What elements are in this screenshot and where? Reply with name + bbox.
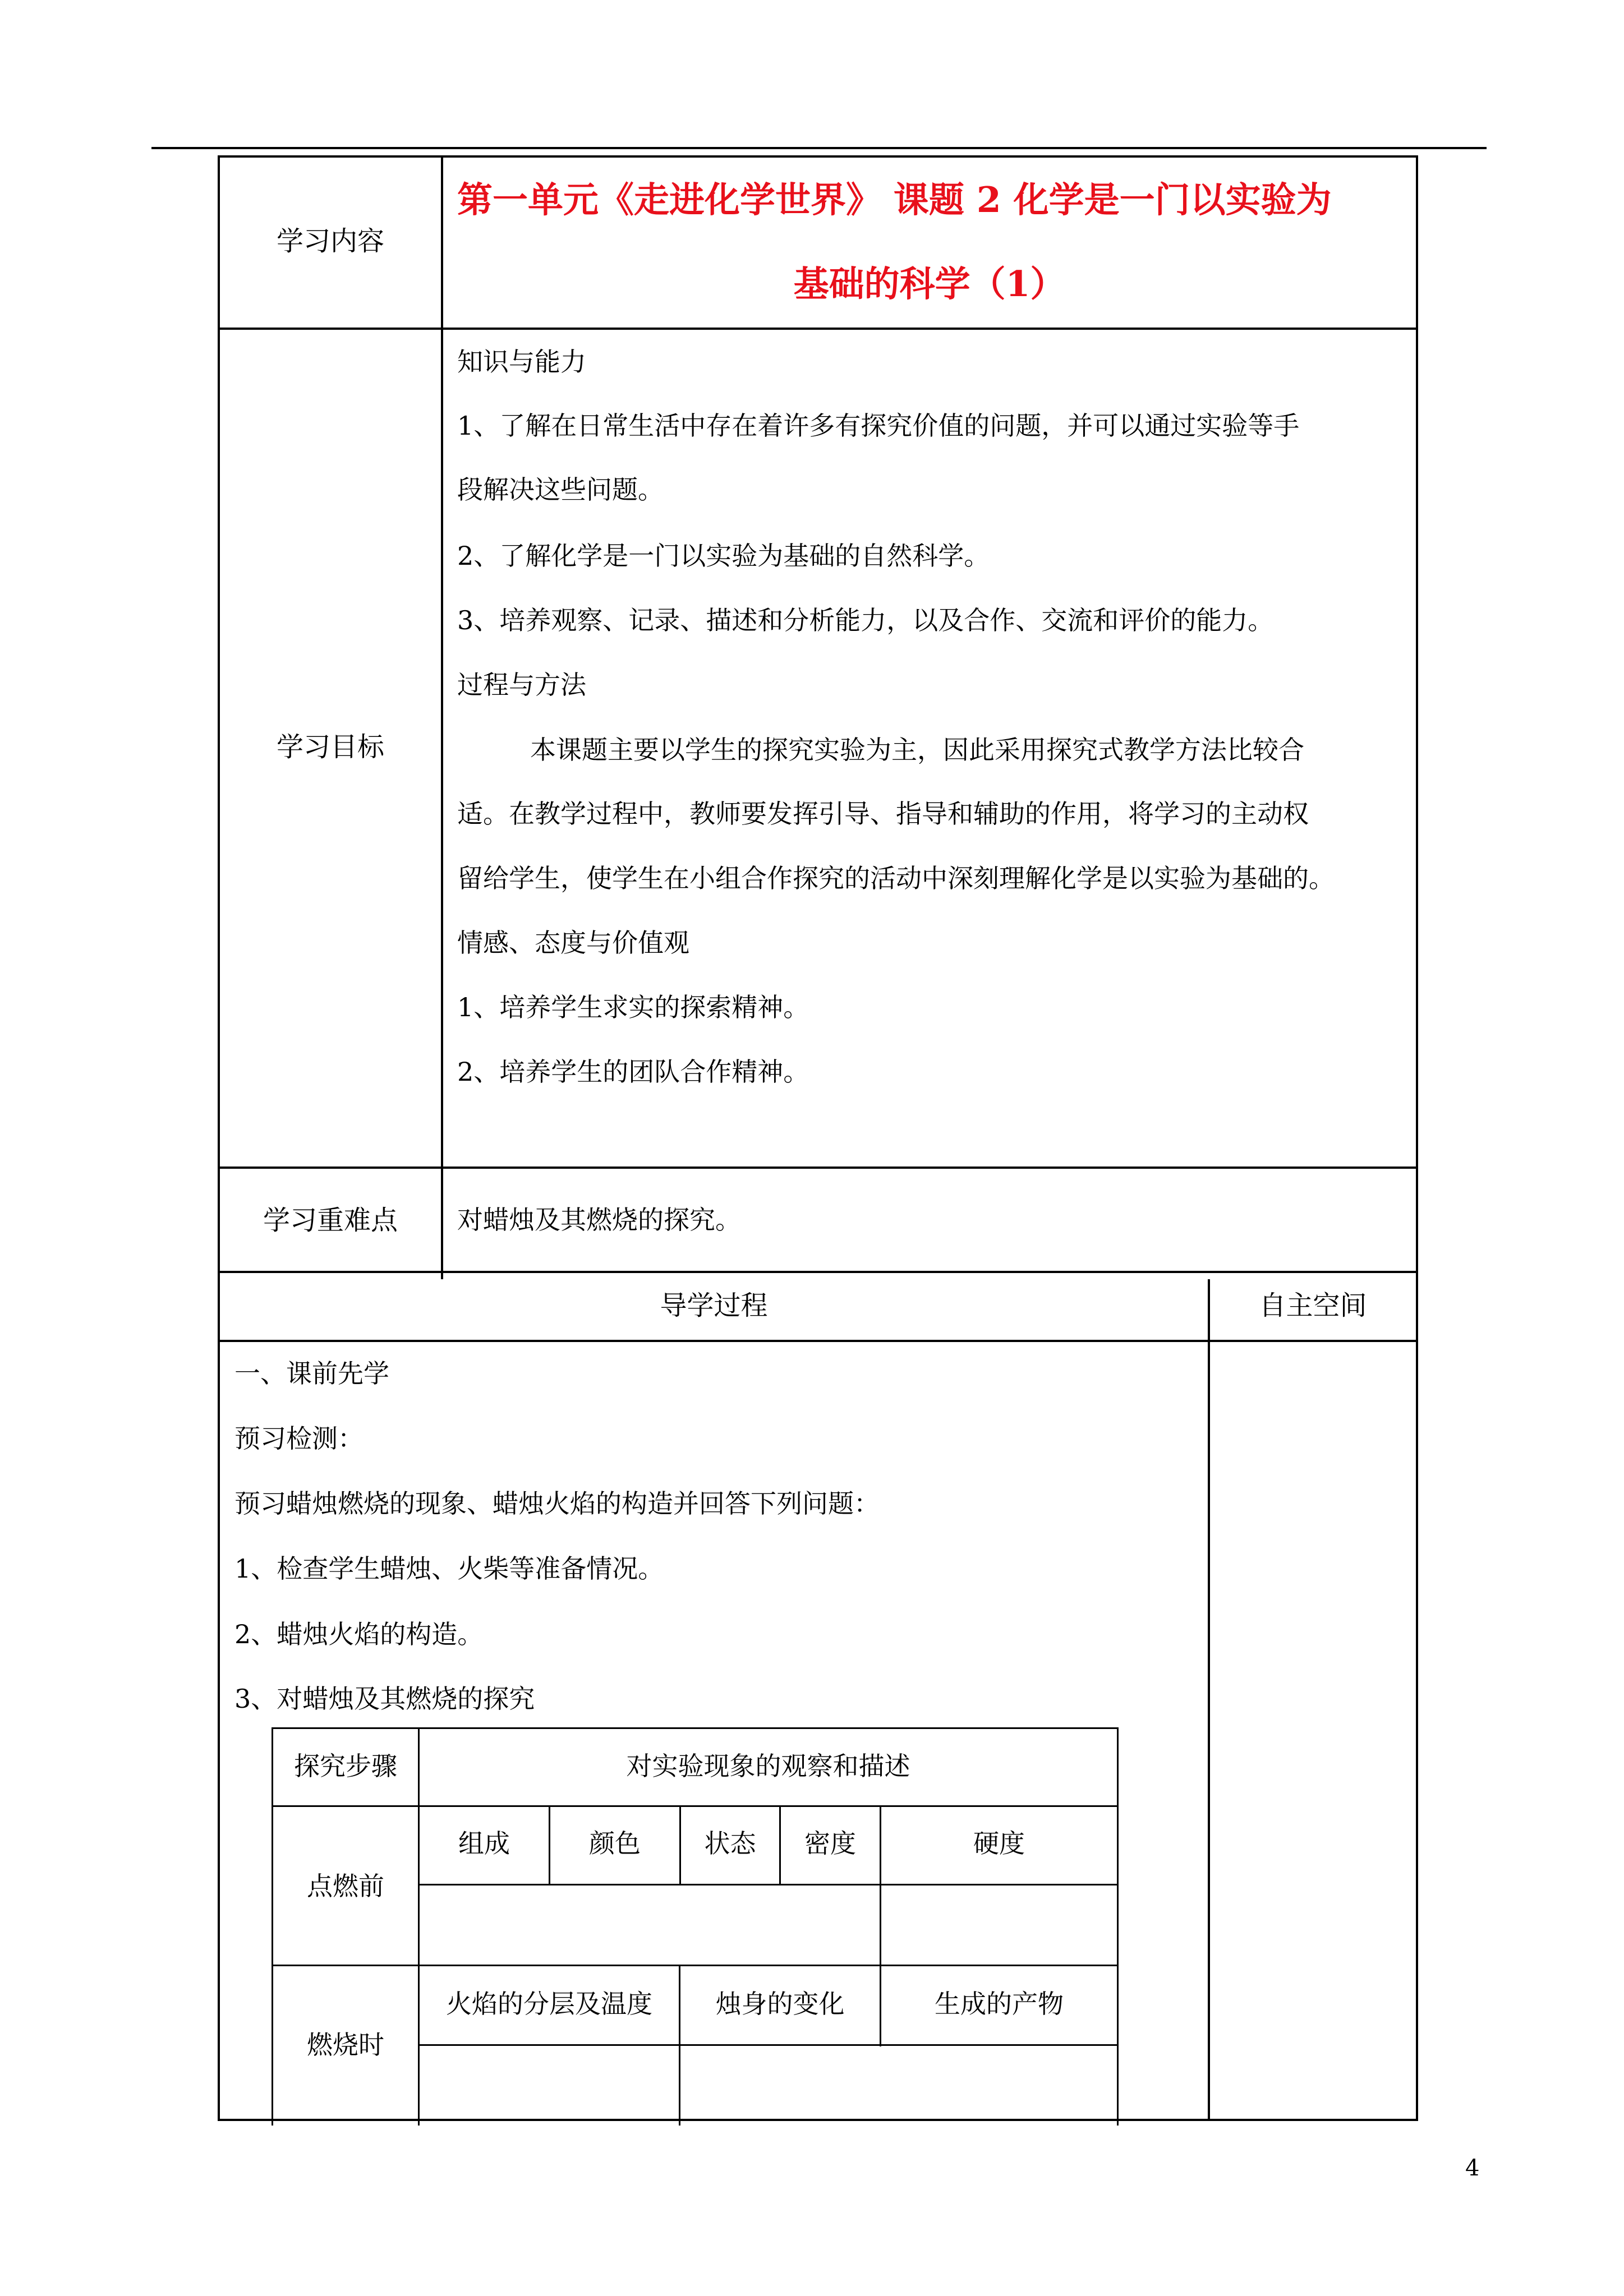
inner-border-right bbox=[1117, 1727, 1119, 2126]
inner-step-divider bbox=[418, 1727, 420, 2126]
before-col-header: 密度 bbox=[804, 1828, 856, 1859]
step-header: 探究步骤 bbox=[294, 1751, 397, 1781]
inner-row-divider bbox=[272, 1965, 1119, 1966]
objective-line: 本课题主要以学生的探究实验为主，因此采用探究式教学方法比较合 bbox=[530, 735, 1304, 765]
objective-line: 过程与方法 bbox=[457, 670, 586, 700]
objective-line: 情感、态度与价值观 bbox=[457, 928, 689, 958]
table-border-bottom bbox=[218, 2119, 1418, 2121]
process-line: 2、蜡烛火焰的构造。 bbox=[234, 1619, 484, 1649]
inner-row-divider bbox=[272, 1805, 1119, 1807]
inner-row-divider bbox=[418, 2044, 1119, 2046]
process-line: 3、对蜡烛及其燃烧的探究 bbox=[234, 1684, 535, 1714]
key-points-label: 学习重难点 bbox=[263, 1205, 398, 1236]
table-border-right bbox=[1416, 155, 1418, 2121]
objective-line: 1、了解在日常生活中存在着许多有探究价值的问题，并可以通过实验等手 bbox=[457, 411, 1300, 441]
row-divider-2 bbox=[218, 1167, 1418, 1169]
objective-line: 段解决这些问题。 bbox=[457, 474, 664, 505]
self-space-header: 自主空间 bbox=[1259, 1290, 1367, 1321]
before-col-header: 状态 bbox=[704, 1828, 756, 1859]
objective-line: 知识与能力 bbox=[457, 347, 586, 377]
row-divider-1 bbox=[218, 328, 1418, 330]
objective-line: 适。在教学过程中，教师要发挥引导、指导和辅助的作用，将学习的主动权 bbox=[457, 799, 1309, 829]
lesson-title-line1: 第一单元《走进化学世界》 课题 2 化学是一门以实验为 bbox=[457, 179, 1332, 220]
page-number: 4 bbox=[1465, 2155, 1480, 2181]
process-line: 预习检测： bbox=[234, 1423, 364, 1454]
process-line: 预习蜡烛燃烧的现象、蜡烛火焰的构造并回答下列问题： bbox=[234, 1488, 880, 1519]
label-column-divider bbox=[441, 155, 443, 1279]
burning-col-header: 火焰的分层及温度 bbox=[446, 1989, 652, 2019]
objective-line: 2、培养学生的团队合作精神。 bbox=[457, 1057, 809, 1087]
header-rule bbox=[151, 147, 1487, 149]
content-label: 学习内容 bbox=[276, 225, 384, 257]
lesson-title-line2: 基础的科学（1） bbox=[793, 263, 1066, 305]
objective-line: 1、培养学生求实的探索精神。 bbox=[457, 992, 809, 1022]
before-col-header: 硬度 bbox=[973, 1828, 1025, 1859]
before-col-header: 颜色 bbox=[589, 1828, 641, 1859]
inner-border-left bbox=[272, 1727, 273, 2126]
objective-line: 3、培养观察、记录、描述和分析能力，以及合作、交流和评价的能力。 bbox=[457, 605, 1274, 635]
row-divider-4 bbox=[218, 1340, 1418, 1342]
inner-border-top bbox=[272, 1727, 1119, 1729]
table-border-top bbox=[218, 155, 1418, 158]
table-border-left bbox=[218, 155, 220, 2121]
burning-label: 燃烧时 bbox=[307, 2030, 384, 2060]
key-points-text: 对蜡烛及其燃烧的探究。 bbox=[457, 1205, 741, 1235]
objectives-label: 学习目标 bbox=[276, 731, 384, 763]
process-line: 一、课前先学 bbox=[234, 1358, 389, 1389]
burning-col-header: 烛身的变化 bbox=[715, 1989, 845, 2019]
process-header: 导学过程 bbox=[660, 1290, 768, 1321]
inner-row-divider bbox=[418, 1884, 1119, 1885]
before-lighting-label: 点燃前 bbox=[307, 1871, 384, 1901]
objective-line: 留给学生，使学生在小组合作探究的活动中深刻理解化学是以实验为基础的。 bbox=[457, 863, 1335, 893]
row-divider-3 bbox=[218, 1271, 1418, 1273]
before-col-header: 组成 bbox=[458, 1828, 510, 1859]
objective-line: 2、了解化学是一门以实验为基础的自然科学。 bbox=[457, 541, 990, 571]
observation-header: 对实验现象的观察和描述 bbox=[626, 1751, 910, 1781]
burning-col-header: 生成的产物 bbox=[935, 1989, 1064, 2019]
process-line: 1、检查学生蜡烛、火柴等准备情况。 bbox=[234, 1553, 664, 1584]
process-column-divider bbox=[1208, 1279, 1210, 2121]
